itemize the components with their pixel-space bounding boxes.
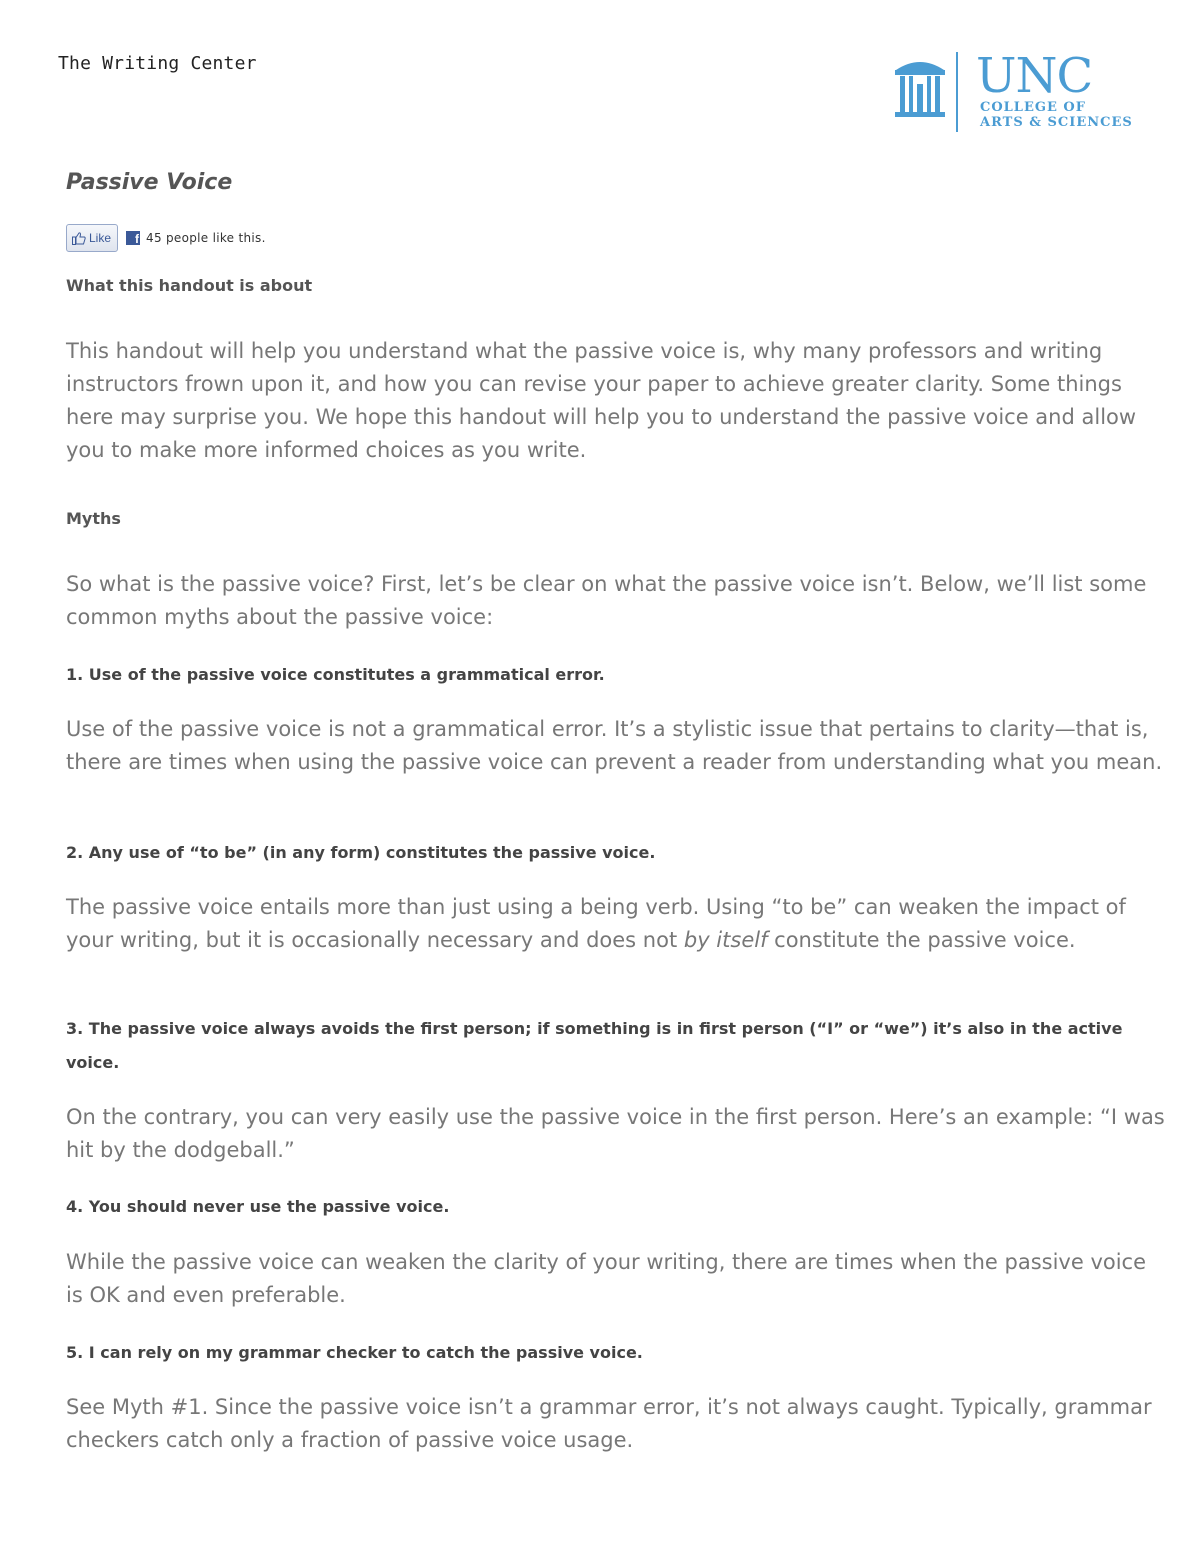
myth-2-body	[66, 891, 1166, 957]
myth-1-body: Use of the passive voice is not a grammatical error. It’s a stylistic issue that pertains to clarity—that is, there are times when using the passive voice can prevent a reader from understanding what you mean.	[66, 717, 1163, 774]
header-org: The Writing Center	[58, 53, 257, 74]
myth-2-body-emphasis: by itself	[683, 928, 768, 952]
like-count: 45 people like this.	[146, 231, 266, 245]
myth-4-title: 4. You should never use the passive voice.	[66, 1197, 450, 1216]
myth-4-body: While the passive voice can weaken the clarity of your writing, there are times when the passive voice is OK and even preferable.	[66, 1250, 1147, 1307]
like-button[interactable]	[66, 224, 118, 252]
logo-unc-text: UNC	[976, 48, 1093, 104]
myth-1-title: 1. Use of the passive voice constitutes a grammatical error.	[66, 665, 605, 684]
section-heading-about: What this handout is about	[66, 276, 313, 295]
unc-logo	[890, 50, 1150, 136]
myth-5-body: See Myth #1. Since the passive voice isn’t a grammar error, it’s not always caught. Typically, grammar checkers catch only a fraction of passive voice usage.	[66, 1395, 1152, 1452]
myth-2-body-post: constitute the passive voice.	[767, 928, 1076, 952]
logo-college-text	[980, 100, 1133, 130]
logo-line-2: ARTS & SCIENCES	[980, 115, 1133, 130]
myth-2-title: 2. Any use of “to be” (in any form) constitutes the passive voice.	[66, 843, 656, 862]
myth-3-title: 3. The passive voice always avoids the first person; if something is in first person (“I” or “we”) it’s also in the active voice.	[66, 1019, 1123, 1072]
facebook-icon: f	[126, 231, 140, 245]
facebook-like-row	[66, 224, 266, 252]
old-well-icon	[892, 56, 948, 122]
myths-intro-paragraph: So what is the passive voice? First, let’s be clear on what the passive voice isn’t. Below, we’ll list some common myths about the passive voice:	[66, 572, 1147, 629]
logo-line-1: COLLEGE OF	[980, 100, 1086, 115]
about-paragraph: This handout will help you understand what the passive voice is, why many professors and writing instructors frown upon it, and how you can revise your paper to achieve greater clarity. Some things here may surprise you. We hope this handout will help you to understand the passive voice and allow you to make more informed choices as you write.	[66, 339, 1137, 462]
section-heading-myths: Myths	[66, 509, 121, 528]
page-title: Passive Voice	[66, 170, 233, 195]
myth-2-body-pre: The passive voice entails more than just using a being verb. Using “to be” can weaken the impact of your writing, but it is occasionally necessary and does not	[66, 895, 1126, 952]
like-button-label: Like	[89, 231, 112, 245]
logo-divider	[956, 52, 958, 132]
myth-3-body: On the contrary, you can very easily use the passive voice in the first person. Here’s an example: “I was hit by the dodgeball.”	[66, 1105, 1165, 1162]
myth-5-title: 5. I can rely on my grammar checker to catch the passive voice.	[66, 1343, 643, 1362]
thumbs-up-icon	[72, 232, 86, 245]
